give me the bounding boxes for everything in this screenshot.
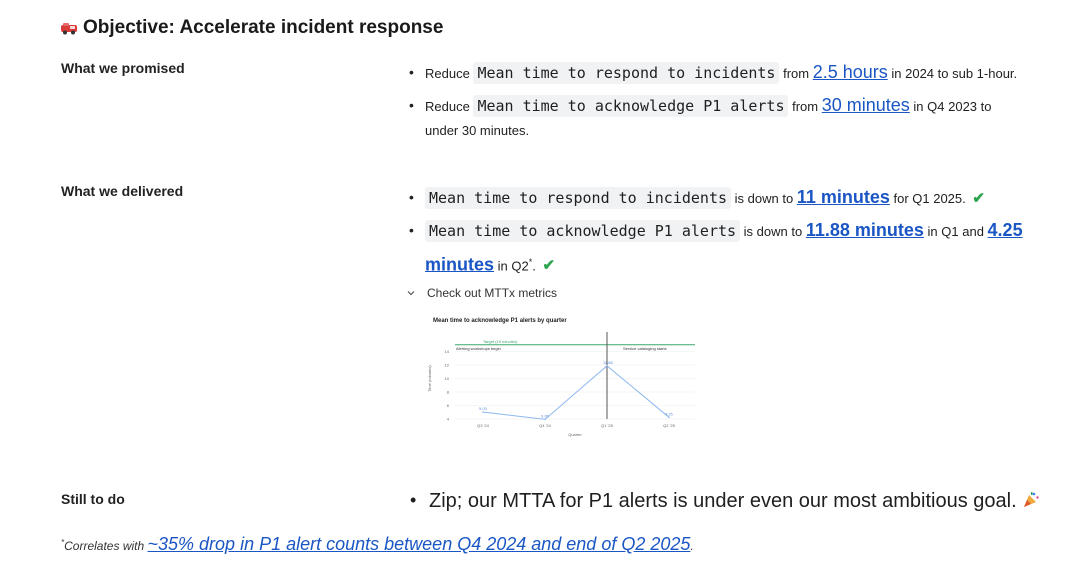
check-icon: ✔ — [972, 190, 985, 207]
y-tick-label: 6 — [446, 403, 449, 408]
y-tick-label: 14 — [444, 349, 449, 354]
still-label: Still to do — [61, 491, 125, 507]
data-label: 3.95 — [541, 413, 549, 419]
chevron-down-icon — [407, 289, 415, 297]
delivered-item-acknowledge — [407, 215, 1027, 281]
x-axis-label: Quarter — [568, 432, 582, 437]
text: Reduce — [425, 66, 470, 81]
annotation-label: Service cataloging starts — [623, 346, 667, 351]
chart-title: Mean time to acknowledge P1 alerts by quarter — [433, 318, 567, 324]
footnote-marker: * — [61, 538, 65, 547]
y-tick-label: 12 — [444, 362, 449, 368]
text: Correlates with — [64, 539, 145, 553]
page-title — [60, 17, 443, 39]
y-axis-label: Time (minutes) — [427, 365, 432, 392]
footnote-marker: * — [528, 257, 533, 267]
link-11-minutes[interactable]: 11 minutes — [796, 187, 890, 207]
metric-code: Mean time to respond to incidents — [473, 62, 779, 84]
link-2-5-hours[interactable]: 2.5 hours — [812, 62, 888, 82]
delivered-label: What we delivered — [61, 183, 184, 199]
metric-code: Mean time to acknowledge P1 alerts — [473, 95, 788, 117]
text: . — [690, 539, 694, 553]
title-text: Objective: Accelerate incident response — [83, 17, 444, 38]
data-point — [606, 365, 608, 367]
data-label: 4.25 — [665, 411, 673, 417]
delivered-list — [407, 184, 1027, 281]
text: for Q1 2025. — [893, 191, 966, 206]
promised-label: What we promised — [61, 60, 185, 76]
x-tick-label: Q3 '24 — [477, 423, 489, 428]
metric-code: Mean time to respond to incidents — [425, 187, 731, 209]
text: from — [792, 99, 819, 114]
promised-item-acknowledge — [407, 93, 1027, 143]
party-popper-icon — [1022, 491, 1040, 509]
alert-drop-link[interactable]: ~35% drop in P1 alert counts between Q4 2024 and end of Q2 2025 — [147, 534, 691, 554]
y-tick-label: 8 — [446, 389, 449, 395]
text: Reduce — [425, 99, 470, 114]
link-30-minutes[interactable]: 30 minutes — [821, 95, 910, 115]
promised-list — [407, 60, 1027, 143]
footnote — [61, 534, 694, 555]
text: . — [532, 258, 536, 274]
text: in Q1 and — [927, 224, 984, 239]
data-point — [544, 419, 546, 421]
still-item-text: Zip; our MTTA for P1 alerts is under even our most ambitious goal. — [429, 490, 1017, 512]
y-tick-label: 10 — [444, 376, 449, 381]
x-tick-label: Q1 '25 — [601, 423, 613, 428]
promised-item-respond — [407, 60, 1027, 86]
annotation-label: Alerting workshops begin — [456, 346, 501, 351]
fire-engine-icon — [60, 21, 78, 35]
text: in Q4 2023 to under 30 minutes. — [425, 99, 992, 138]
metric-code: Mean time to acknowledge P1 alerts — [425, 220, 740, 242]
link-11-88-minutes[interactable]: 11.88 minutes — [805, 220, 924, 240]
text: is down to — [743, 224, 803, 239]
data-label: 5.03 — [479, 406, 487, 412]
mtta-chart — [425, 312, 705, 442]
data-point — [482, 411, 484, 413]
check-icon: ✔ — [542, 257, 556, 275]
data-point — [668, 417, 670, 419]
text: from — [783, 66, 810, 81]
text: is down to — [734, 191, 794, 206]
text: in Q2 — [497, 258, 529, 274]
target-label: Target (15 minutes) — [483, 338, 518, 344]
still-item — [407, 490, 1040, 513]
delivered-item-respond — [407, 184, 1027, 212]
x-tick-label: Q2 '25 — [663, 423, 675, 428]
text: in 2024 to sub 1-hour. — [891, 66, 1018, 81]
data-label: 11.88 — [603, 359, 613, 365]
x-tick-label: Q4 '24 — [539, 423, 551, 428]
y-tick-label: 4 — [446, 416, 449, 422]
expander-label: Check out MTTx metrics — [427, 286, 558, 300]
mttx-metrics-toggle[interactable] — [407, 286, 557, 300]
link-4-25-minutes[interactable]: 4.25 minutes — [425, 220, 1023, 275]
series-line — [483, 366, 669, 420]
